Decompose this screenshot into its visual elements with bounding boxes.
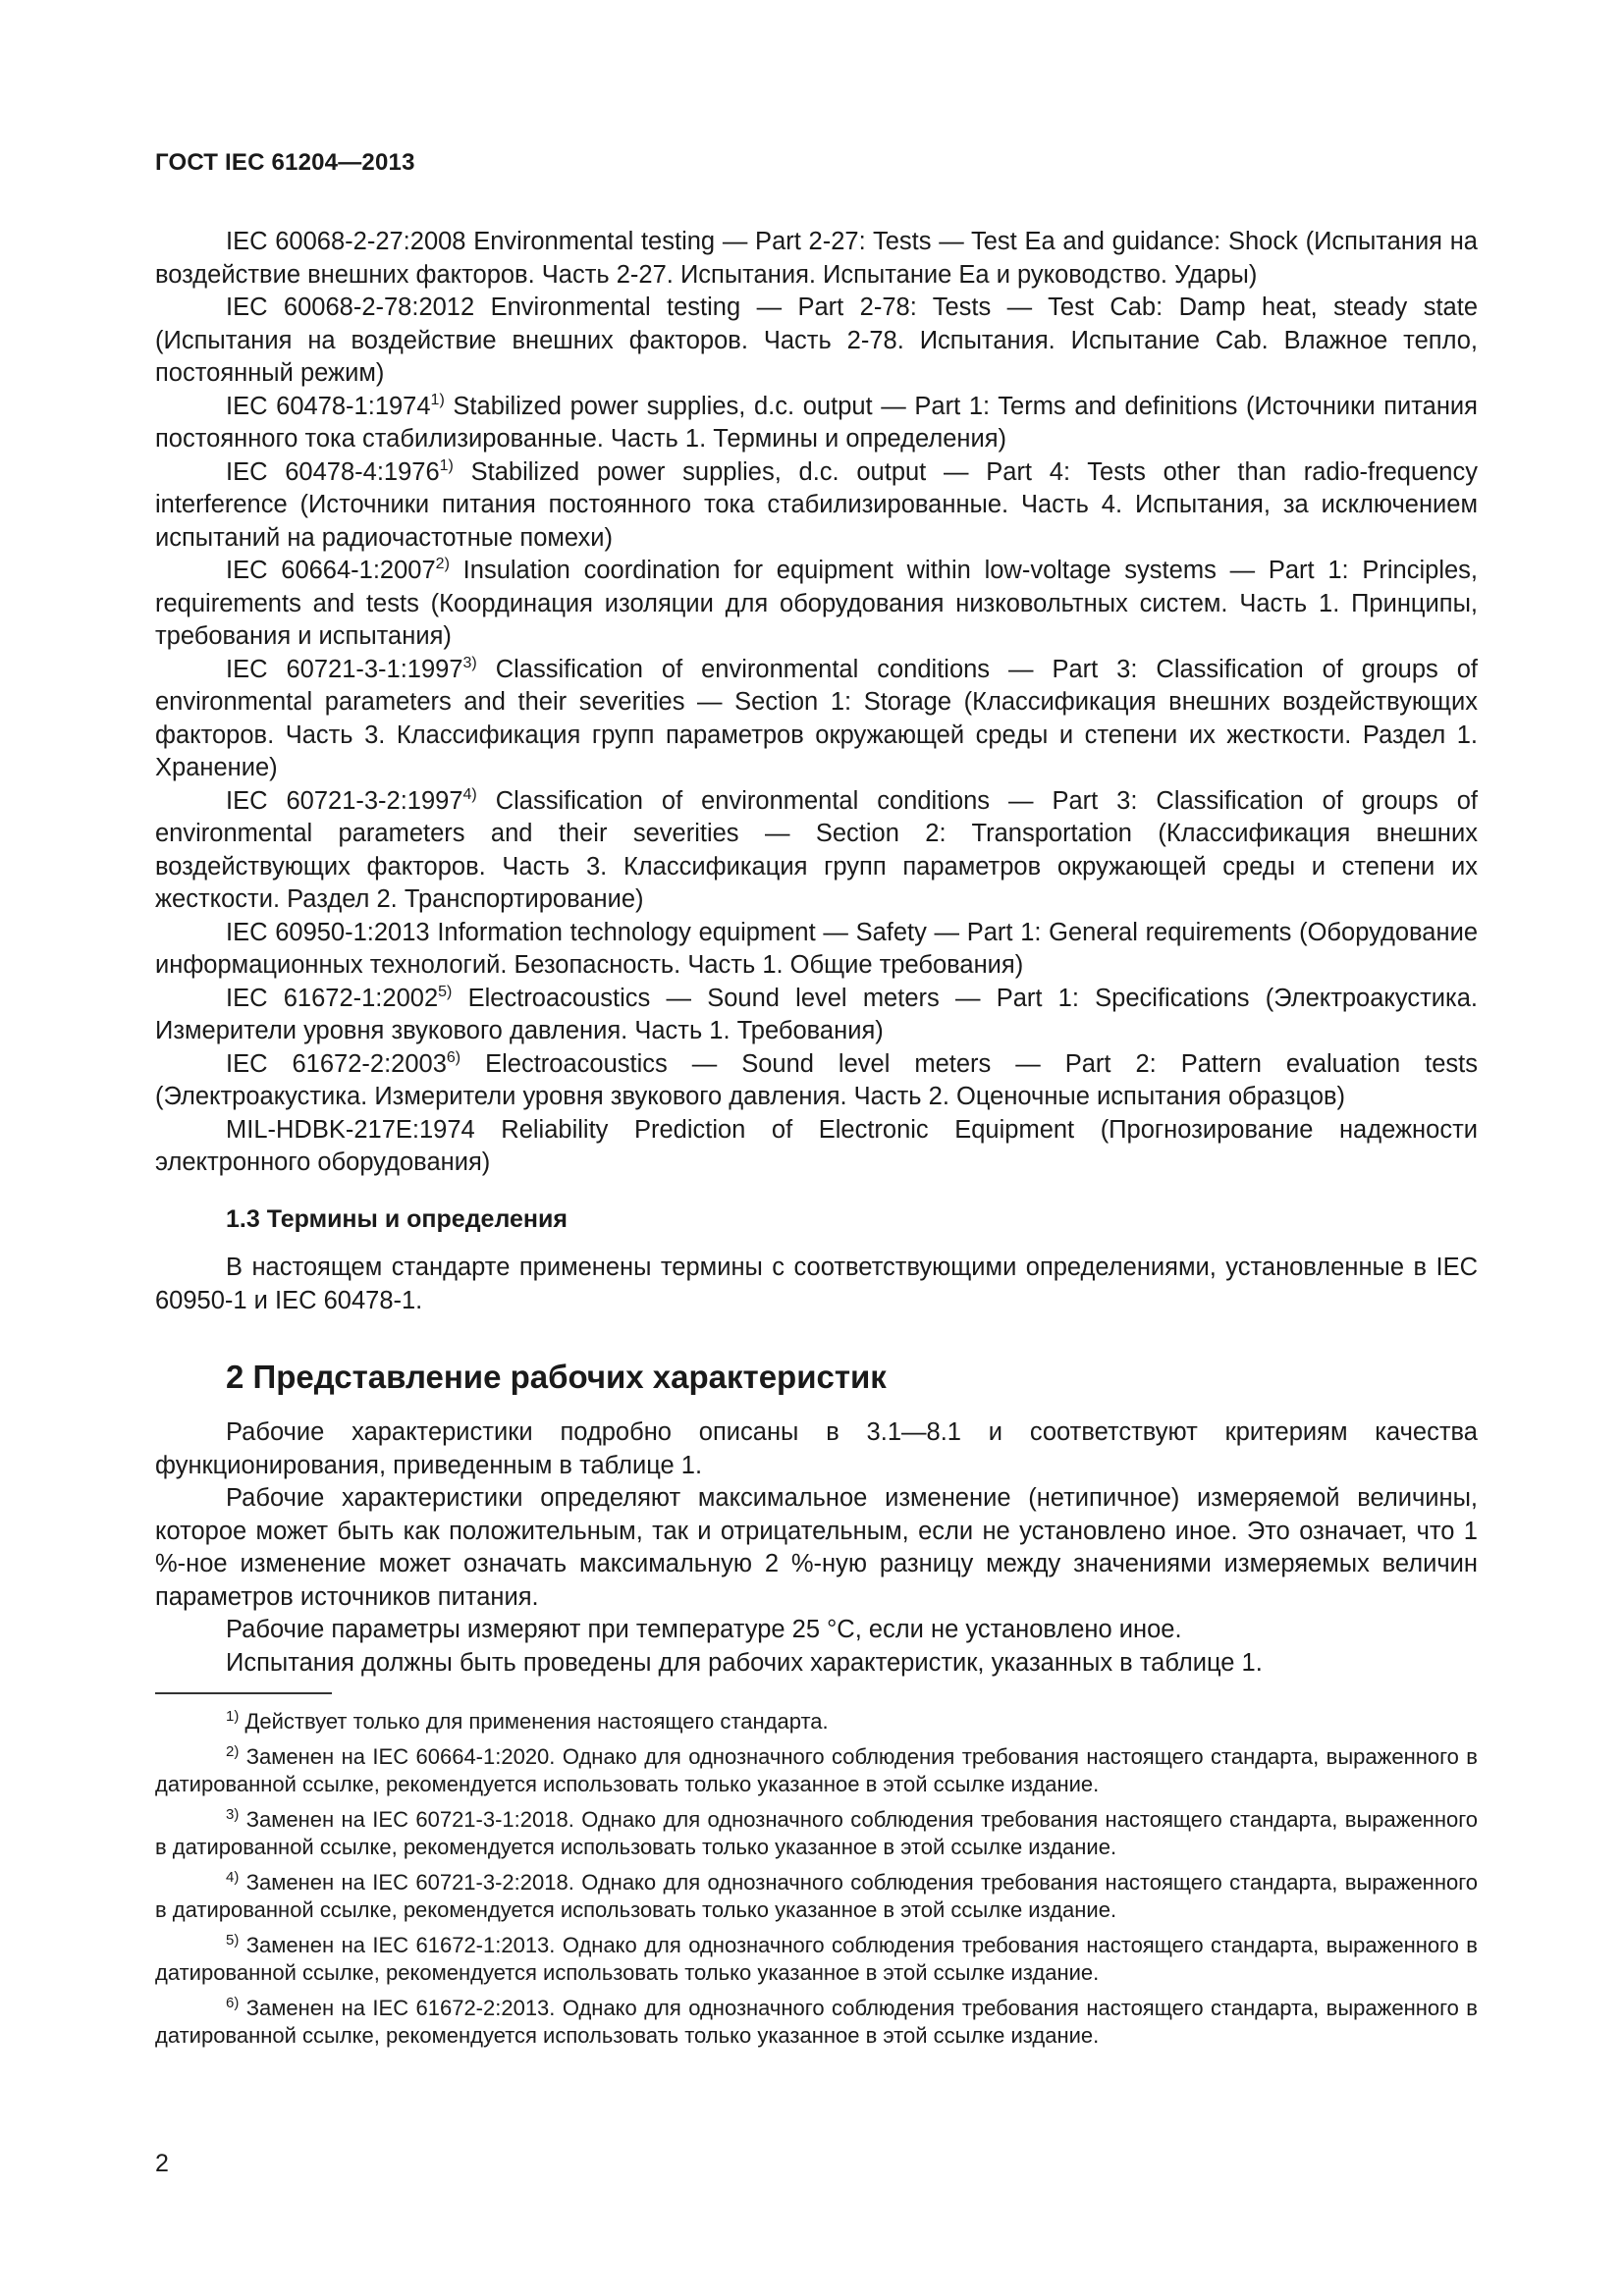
reference-text: Stabilized power supplies, d.c. output — Part 1: Terms and definitions (Источники питания постоянного тока стабилизированные. Часть 1. Термины и определения) [155,392,1478,453]
reference-code: IEC 61672-1:2002 [226,984,439,1012]
reference-code: IEC 60721-3-1:1997 [226,655,463,683]
section-2-paragraph: Рабочие характеристики определяют максимальное изменение (нетипичное) измеряемой величины, которое может быть как положительным, так и отрицательным, если не установлено иное. Это означает, что 1 %-ное изменение может означать максимальную 2 %-ную разницу между значениями измеряемых величин параметров источников питания. [155,1484,1478,1611]
reference-code: IEC 60950-1:2013 [226,918,430,946]
reference-text: Insulation coordination for equipment within low-voltage systems — Part 1: Principles, requirements and tests (Координация изоляции для оборудования низковольтных систем. Часть 1. Принципы, требования и испытания) [155,557,1478,650]
footnotes-list [155,1708,1478,2057]
footnote-entry [155,1743,1478,1798]
reference-text: Stabilized power supplies, d.c. output — Part 4: Tests other than radio-frequency interference (Источники питания постоянного тока стабилизированные. Часть 4. Испытания, за исключением испытаний на радиочастотные помехи) [155,457,1478,552]
reference-entry [155,555,1478,654]
section-2-paragraph: Рабочие характеристики подробно описаны в 3.1—8.1 и соответствуют критериям качества функционирования, приведенным в таблице 1. [155,1418,1478,1479]
reference-entry [155,983,1478,1048]
footnote-mark: 6) [226,1995,240,2011]
footnote-entry [155,1708,1478,1735]
reference-text: Reliability Prediction of Electronic Equipment (Прогнозирование надежности электронного оборудования) [155,1115,1478,1176]
section-2-heading: 2 Представление рабочих характеристик [226,1359,887,1395]
section-1-3-heading: 1.3 Термины и определения [226,1205,568,1233]
footnote-text: Действует только для применения настоящего стандарта. [244,1709,829,1734]
footnote-mark: 4) [226,1869,240,1886]
reference-text: Environmental testing — Part 2-27: Tests — Test Ea and guidance: Shock (Испытания на воздействие внешних факторов. Часть 2-27. Испытания. Испытание Ea и руководство. Удары) [155,228,1478,289]
reference-code: IEC 60478-4:1976 [226,457,440,486]
reference-code: IEC 61672-2:2003 [226,1049,447,1078]
footnote-ref: 1) [430,391,445,408]
reference-code: IEC 60664-1:2007 [226,557,436,584]
reference-entry [155,785,1478,917]
reference-code: IEC 60478-1:1974 [226,392,431,420]
footnote-mark: 3) [226,1806,240,1823]
footnote-entry [155,1806,1478,1861]
page-number: 2 [155,2150,169,2177]
section-2-paragraph: Испытания должны быть проведены для рабочих характеристик, указанных в таблице 1. [226,1648,1263,1677]
reference-entry [155,391,1478,456]
reference-text: Classification of environmental conditions — Part 3: Classification of groups of environmental parameters and their severities — Section 2: Transportation (Классификация внешних воздействующих факторов. Часть 3. Классификация групп параметров окружающей среды и степени их жесткости. Раздел 2. Транспортирование) [155,786,1478,913]
reference-entry [155,456,1478,556]
section-2-paragraph: Рабочие параметры измеряют при температуре 25 °С, если не установлено иное. [226,1616,1182,1643]
footnote-ref: 4) [462,785,477,803]
reference-code: IEC 60068-2-27:2008 [226,228,466,255]
reference-entry [155,1114,1478,1180]
reference-text: Information technology equipment — Safety — Part 1: General requirements (Оборудование информационных технологий. Безопасность. Часть 1. Общие требования) [155,918,1478,979]
footnote-ref: 5) [438,983,453,1000]
footnote-text: Заменен на IEC 60721-3-2:2018. Однако для однозначного соблюдения требования настоящего стандарта, выраженного в датированной ссылке, рекомендуется использовать только указанное в этой ссылке издание. [155,1870,1478,1922]
footnote-divider [155,1692,332,1694]
reference-code: IEC 60721-3-2:1997 [226,786,463,815]
reference-code: IEC 60068-2-78:2012 [226,294,475,321]
reference-entry [155,917,1478,983]
reference-text: Electroacoustics — Sound level meters — Part 2: Pattern evaluation tests (Электроакустика. Измерители уровня звукового давления. Часть 2. Оценочные испытания образцов) [155,1049,1478,1110]
footnote-entry [155,1995,1478,2050]
footnote-ref: 1) [439,456,454,474]
reference-code: MIL-HDBK-217E:1974 [226,1115,475,1144]
footnote-mark: 2) [226,1743,240,1760]
footnote-mark: 5) [226,1932,240,1949]
page-header-title: ГОСТ IEC 61204—2013 [155,149,415,176]
footnote-ref: 6) [446,1048,461,1066]
section-2-body [155,1416,1478,1680]
reference-entry [155,654,1478,785]
reference-entry [155,226,1478,292]
footnote-ref: 2) [435,556,450,572]
reference-text: Classification of environmental conditions — Part 3: Classification of groups of environmental parameters and their severities — Section 1: Storage (Классификация внешних воздействующих факторов. Часть 3. Классификация групп параметров окружающей среды и степени их жесткости. Раздел 1. Хранение) [155,655,1478,781]
reference-entry [155,1048,1478,1114]
footnote-ref: 3) [462,654,477,671]
footnote-mark: 1) [226,1708,240,1725]
footnote-text: Заменен на IEC 61672-2:2013. Однако для однозначного соблюдения требования настоящего стандарта, выраженного в датированной ссылке, рекомендуется использовать только указанное в этой ссылке издание. [155,1996,1478,2048]
reference-text: Environmental testing — Part 2-78: Tests — Test Cab: Damp heat, steady state (Испытания на воздействие внешних факторов. Часть 2-78. Испытания. Испытание Cab. Влажное тепло, постоянный режим) [155,294,1478,387]
footnote-entry [155,1869,1478,1924]
reference-entry [155,292,1478,391]
footnote-text: Заменен на IEC 60664-1:2020. Однако для однозначного соблюдения требования настоящего стандарта, выраженного в датированной ссылке, рекомендуется использовать только указанное в этой ссылке издание. [155,1744,1478,1796]
normative-references-list [155,226,1478,1180]
footnote-text: Заменен на IEC 61672-1:2013. Однако для однозначного соблюдения требования настоящего стандарта, выраженного в датированной ссылке, рекомендуется использовать только указанное в этой ссылке издание. [155,1933,1478,1985]
reference-text: Electroacoustics — Sound level meters — Part 1: Specifications (Электроакустика. Измерители уровня звукового давления. Часть 1. Требования) [155,984,1478,1044]
section-1-3-paragraph: В настоящем стандарте применены термины с соответствующими определениями, установленные в IEC 60950-1 и IEC 60478-1. [155,1254,1478,1314]
footnote-entry [155,1932,1478,1987]
footnote-text: Заменен на IEC 60721-3-1:2018. Однако для однозначного соблюдения требования настоящего стандарта, выраженного в датированной ссылке, рекомендуется использовать только указанное в этой ссылке издание. [155,1807,1478,1859]
